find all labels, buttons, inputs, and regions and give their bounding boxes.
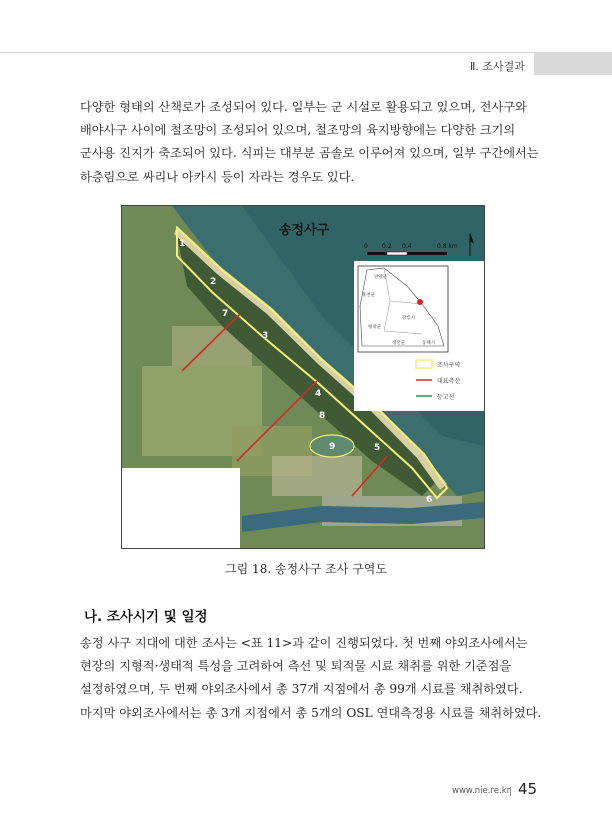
map-title: 송정사구 [279, 223, 330, 238]
blank-area [122, 468, 240, 548]
place-label: 강릉시 [402, 316, 416, 321]
site-number: 1 [179, 239, 186, 249]
site-number: 5 [374, 443, 381, 453]
legend-label: 대표측선 [437, 378, 461, 385]
place-label: 정선군 [392, 341, 406, 346]
survey-area-map [121, 205, 485, 549]
text-line: 군사용 진지가 축조되어 있다. 식피는 대부분 곰솔로 이루어져 있으며, 일부 구간에서는 [80, 146, 539, 161]
text-line: 다양한 형태의 산책로가 조성되어 있다. 일부는 군 시설로 활용되고 있으며, 전사구와 [80, 100, 527, 114]
scale-label: 0.4 [402, 243, 412, 250]
page-number: 45 [518, 780, 538, 798]
site-number: 3 [262, 331, 269, 341]
scale-label: 0.8 km [437, 243, 458, 250]
header-tab-box [534, 53, 612, 75]
location-marker-icon [417, 299, 423, 305]
text-line: 현장의 지형적·생태적 특성을 고려하여 측선 및 퇴적물 시료 채취를 위한 기준점을 [80, 659, 512, 674]
site-number: 7 [222, 309, 229, 319]
text-line: 하층림으로 싸리나 아카시 등이 자라는 경우도 있다. [80, 169, 355, 184]
chapter-heading: Ⅱ. 조사결과 [470, 60, 525, 73]
text-line: 설정하였으며, 두 번째 야외조사에서 총 37개 지점에서 총 99개 시료를 채취하였다. [80, 682, 523, 697]
scale-label: 0 [364, 243, 368, 250]
text-line: 마지막 야외조사에서는 총 3개 지점에서 총 5개의 OSL 연대측정용 시료를 채취하였다. [80, 705, 542, 720]
text-line: 송정 사구 지대에 대한 조사는 <표 11>과 같이 진행되었다. 첫 번째 야외조사에서는 [80, 636, 528, 650]
place-label: 홍천군 [362, 293, 376, 298]
legend-label: 등고선 [437, 394, 455, 401]
site-number: 4 [315, 389, 322, 399]
body-paragraph-1 [80, 96, 539, 189]
legend-label: 조사구역 [437, 362, 461, 369]
footer-divider [510, 787, 511, 796]
site-number: 8 [319, 411, 326, 421]
section-heading: 나. 조사시기 및 일정 [84, 609, 208, 625]
footer-website: www.nie.re.kr [452, 786, 511, 796]
place-label: 동해시 [422, 341, 436, 346]
urban-patch [272, 456, 362, 496]
site-number: 2 [210, 277, 217, 287]
legend-swatch-survey [416, 360, 432, 368]
site-number: 6 [426, 495, 433, 505]
place-label: 양양군 [374, 275, 388, 280]
map-graphic [122, 206, 484, 548]
text-line: 배야사구 사이에 철조망이 조성되어 있으며, 철조망의 육지방향에는 다양한 크기의 [80, 123, 516, 138]
body-paragraph-2 [80, 632, 542, 725]
place-label: 평창군 [368, 325, 382, 330]
locator-inset-map [358, 266, 448, 352]
figure-caption: 그림 18. 송정사구 조사 구역도 [225, 562, 387, 576]
header-rule [0, 52, 612, 53]
scale-label: 0.2 [382, 243, 392, 250]
site-number: 9 [329, 442, 336, 452]
